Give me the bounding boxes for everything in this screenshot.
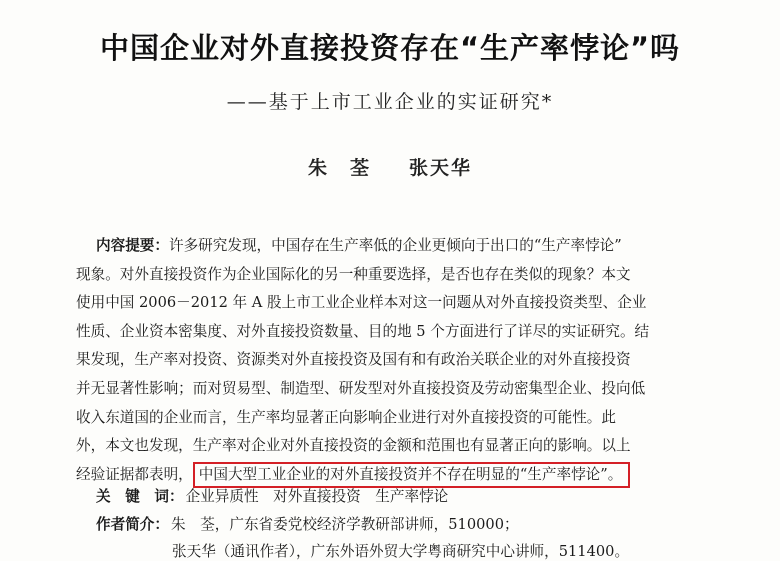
keywords-line (96, 486, 736, 508)
abstract-line: 现象。对外直接投资作为企业国际化的另一种重要选择，是否也存在类似的现象？本文 (76, 265, 631, 283)
highlighted-conclusion: 中国大型工业企业的对外直接投资并不存在明显的“生产率悖论”。 (193, 462, 631, 488)
abstract-label: 内容提要： (96, 237, 169, 254)
author-info-label: 作者简介： (96, 516, 169, 533)
abstract-line: 收入东道国的企业而言，生产率均显著正向影响企业进行对外直接投资的可能性。此 (76, 408, 616, 426)
abstract-line: 内容提要：许多研究发现，中国存在生产率低的企业更倾向于出口的“生产率悖论” (96, 237, 622, 254)
keywords-label: 关 键 词： (96, 488, 184, 505)
author-list (0, 153, 780, 180)
abstract-block (76, 232, 726, 489)
keywords-value: 企业异质性 对外直接投资 生产率悖论 (185, 488, 449, 505)
abstract-line: 性质、企业资本密集度、对外直接投资数量、目的地 5 个方面进行了详尽的实证研究。结 (76, 322, 650, 340)
abstract-line: 外，本文也发现，生产率对企业对外直接投资的金额和范围也有显著正向的影响。以上 (76, 437, 631, 455)
abstract-line: 使用中国 2006－2012 年 A 股上市工业企业样本对这一问题从对外直接投资类型、企业 (76, 294, 647, 312)
paper-subtitle: ——基于上市工业企业的实证研究* (226, 91, 554, 113)
author-name: 朱 荃 (307, 157, 371, 179)
paper-title: 中国企业对外直接投资存在“生产率悖论”吗 (99, 31, 681, 65)
abstract-line: 并无显著性影响；而对贸易型、制造型、研发型对外直接投资及劳动密集型企业、投向低 (76, 379, 646, 397)
abstract-line: 经验证据都表明， 中国大型工业企业的对外直接投资并不存在明显的“生产率悖论”。 (76, 461, 726, 490)
author-name: 张天华 (409, 157, 473, 179)
author-info-second: 张天华（通讯作者），广东外语外贸大学粤商研究中心讲师，511400。 (172, 543, 630, 560)
abstract-line: 果发现，生产率对投资、资源类对外直接投资及国有和有政治关联企业的对外直接投资 (76, 351, 631, 369)
author-info-line (96, 514, 736, 536)
author-info-first: 朱 荃，广东省委党校经济学教研部讲师，510000； (170, 516, 519, 533)
